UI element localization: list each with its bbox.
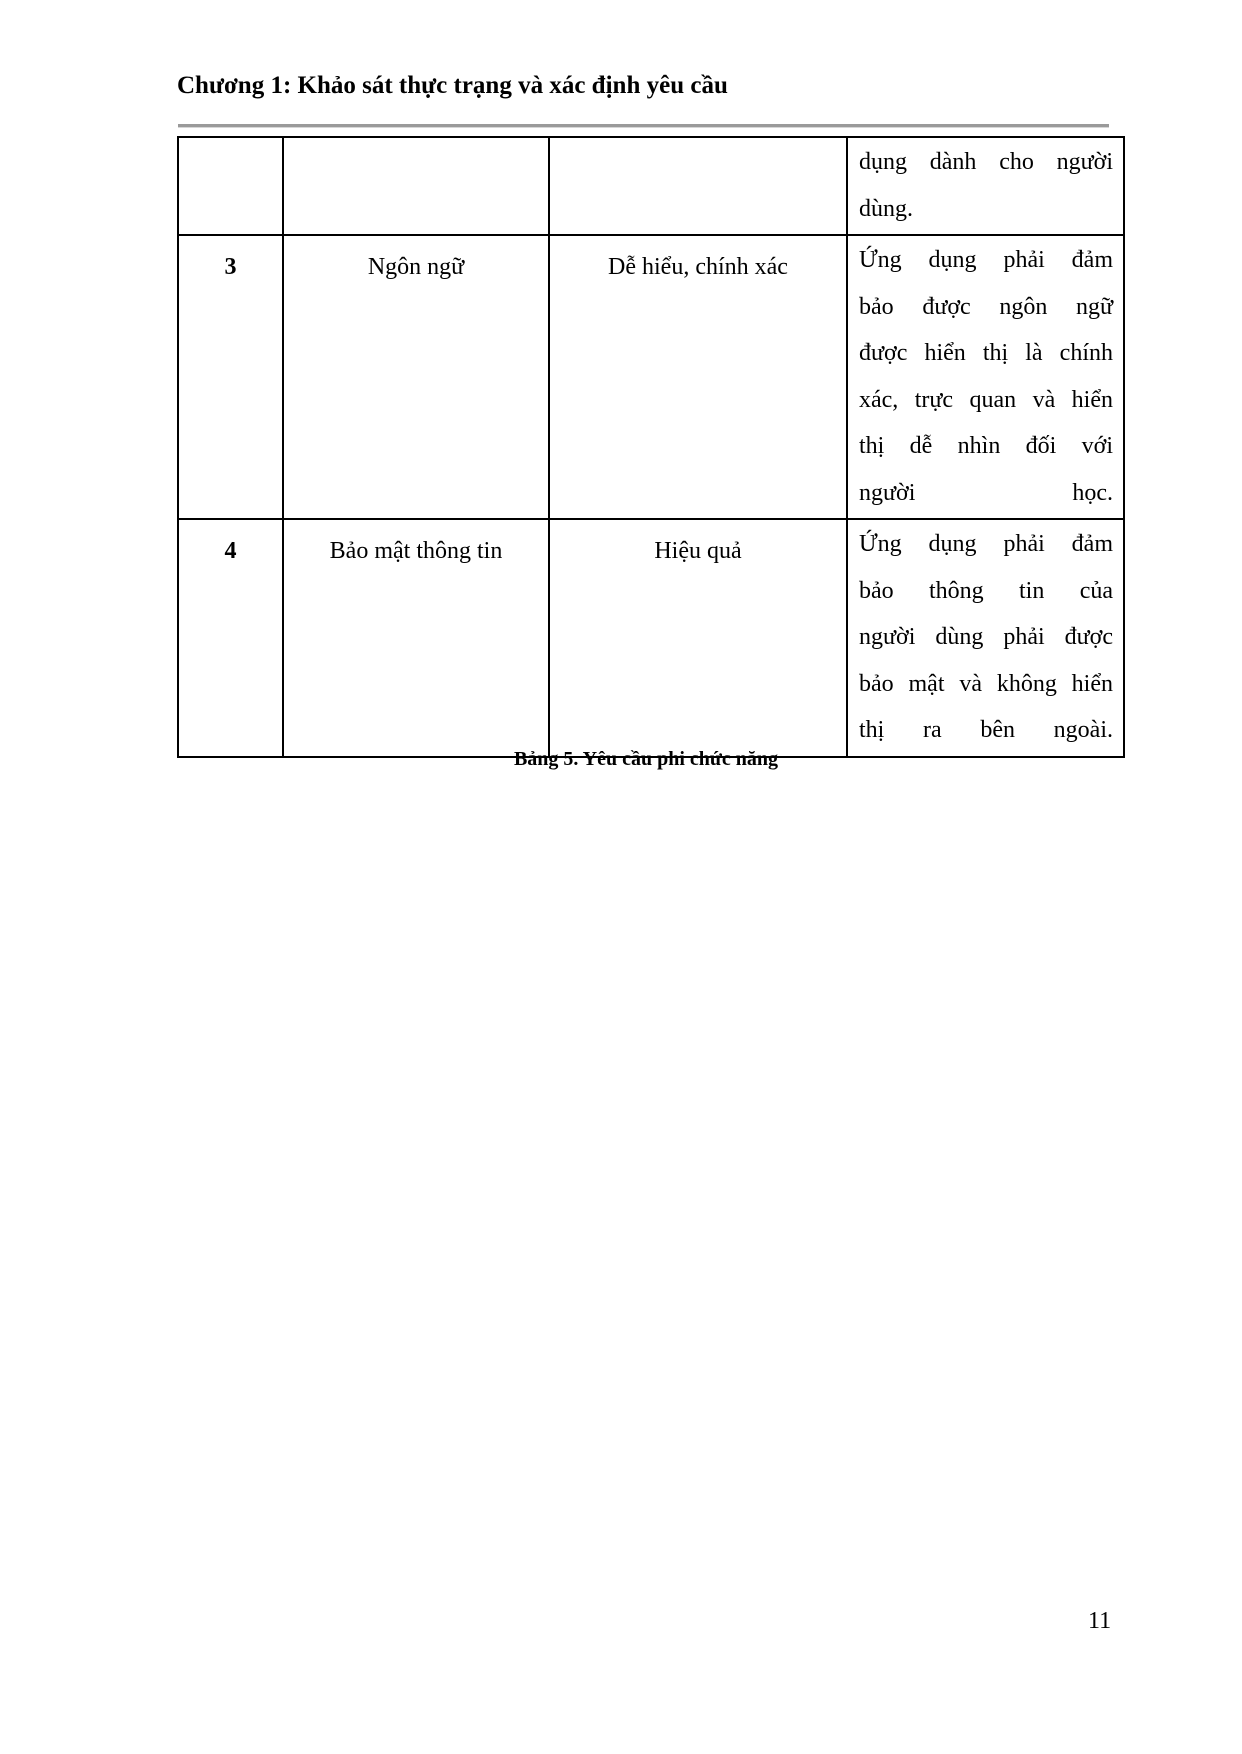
description-line: bảo thông tin của (859, 577, 1113, 604)
description-line: được hiển thị là chính (859, 340, 1113, 366)
name-cell (283, 137, 549, 235)
description-line: thị dễ nhìn đối với (859, 433, 1113, 459)
description-line: dụng dành cho người (859, 149, 1113, 175)
non-functional-requirements-table (177, 136, 1125, 758)
page-number: 11 (1088, 1608, 1112, 1634)
description-cell (847, 235, 1124, 519)
description-line: người học. (859, 479, 1113, 506)
description-line: bảo mật và không hiển (859, 670, 1113, 697)
description-line: dùng. (859, 195, 913, 222)
description-line: Ứng dụng phải đảm (859, 531, 1113, 557)
table-row (178, 235, 1124, 519)
table-caption: Bảng 5. Yêu cầu phi chức năng (513, 748, 779, 770)
table-row (178, 519, 1124, 757)
description-line: Ứng dụng phải đảm (859, 247, 1113, 273)
requirement-cell: Dễ hiểu, chính xác (549, 235, 847, 519)
requirement-cell: Hiệu quả (549, 519, 847, 757)
chapter-header: Chương 1: Khảo sát thực trạng và xác định yêu cầu (177, 72, 728, 99)
description-line: người dùng phải được (859, 624, 1113, 650)
table-row (178, 137, 1124, 235)
description-line: thị ra bên ngoài. (859, 717, 1113, 743)
description-cell (847, 137, 1124, 235)
description-line: bảo được ngôn ngữ (859, 293, 1113, 320)
name-cell: Ngôn ngữ (283, 235, 549, 519)
stt-cell (178, 137, 283, 235)
header-divider (178, 124, 1109, 128)
name-cell: Bảo mật thông tin (283, 519, 549, 757)
stt-cell: 3 (178, 235, 283, 519)
requirement-cell (549, 137, 847, 235)
description-cell (847, 519, 1124, 757)
stt-cell: 4 (178, 519, 283, 757)
description-line: xác, trực quan và hiển (859, 386, 1113, 413)
